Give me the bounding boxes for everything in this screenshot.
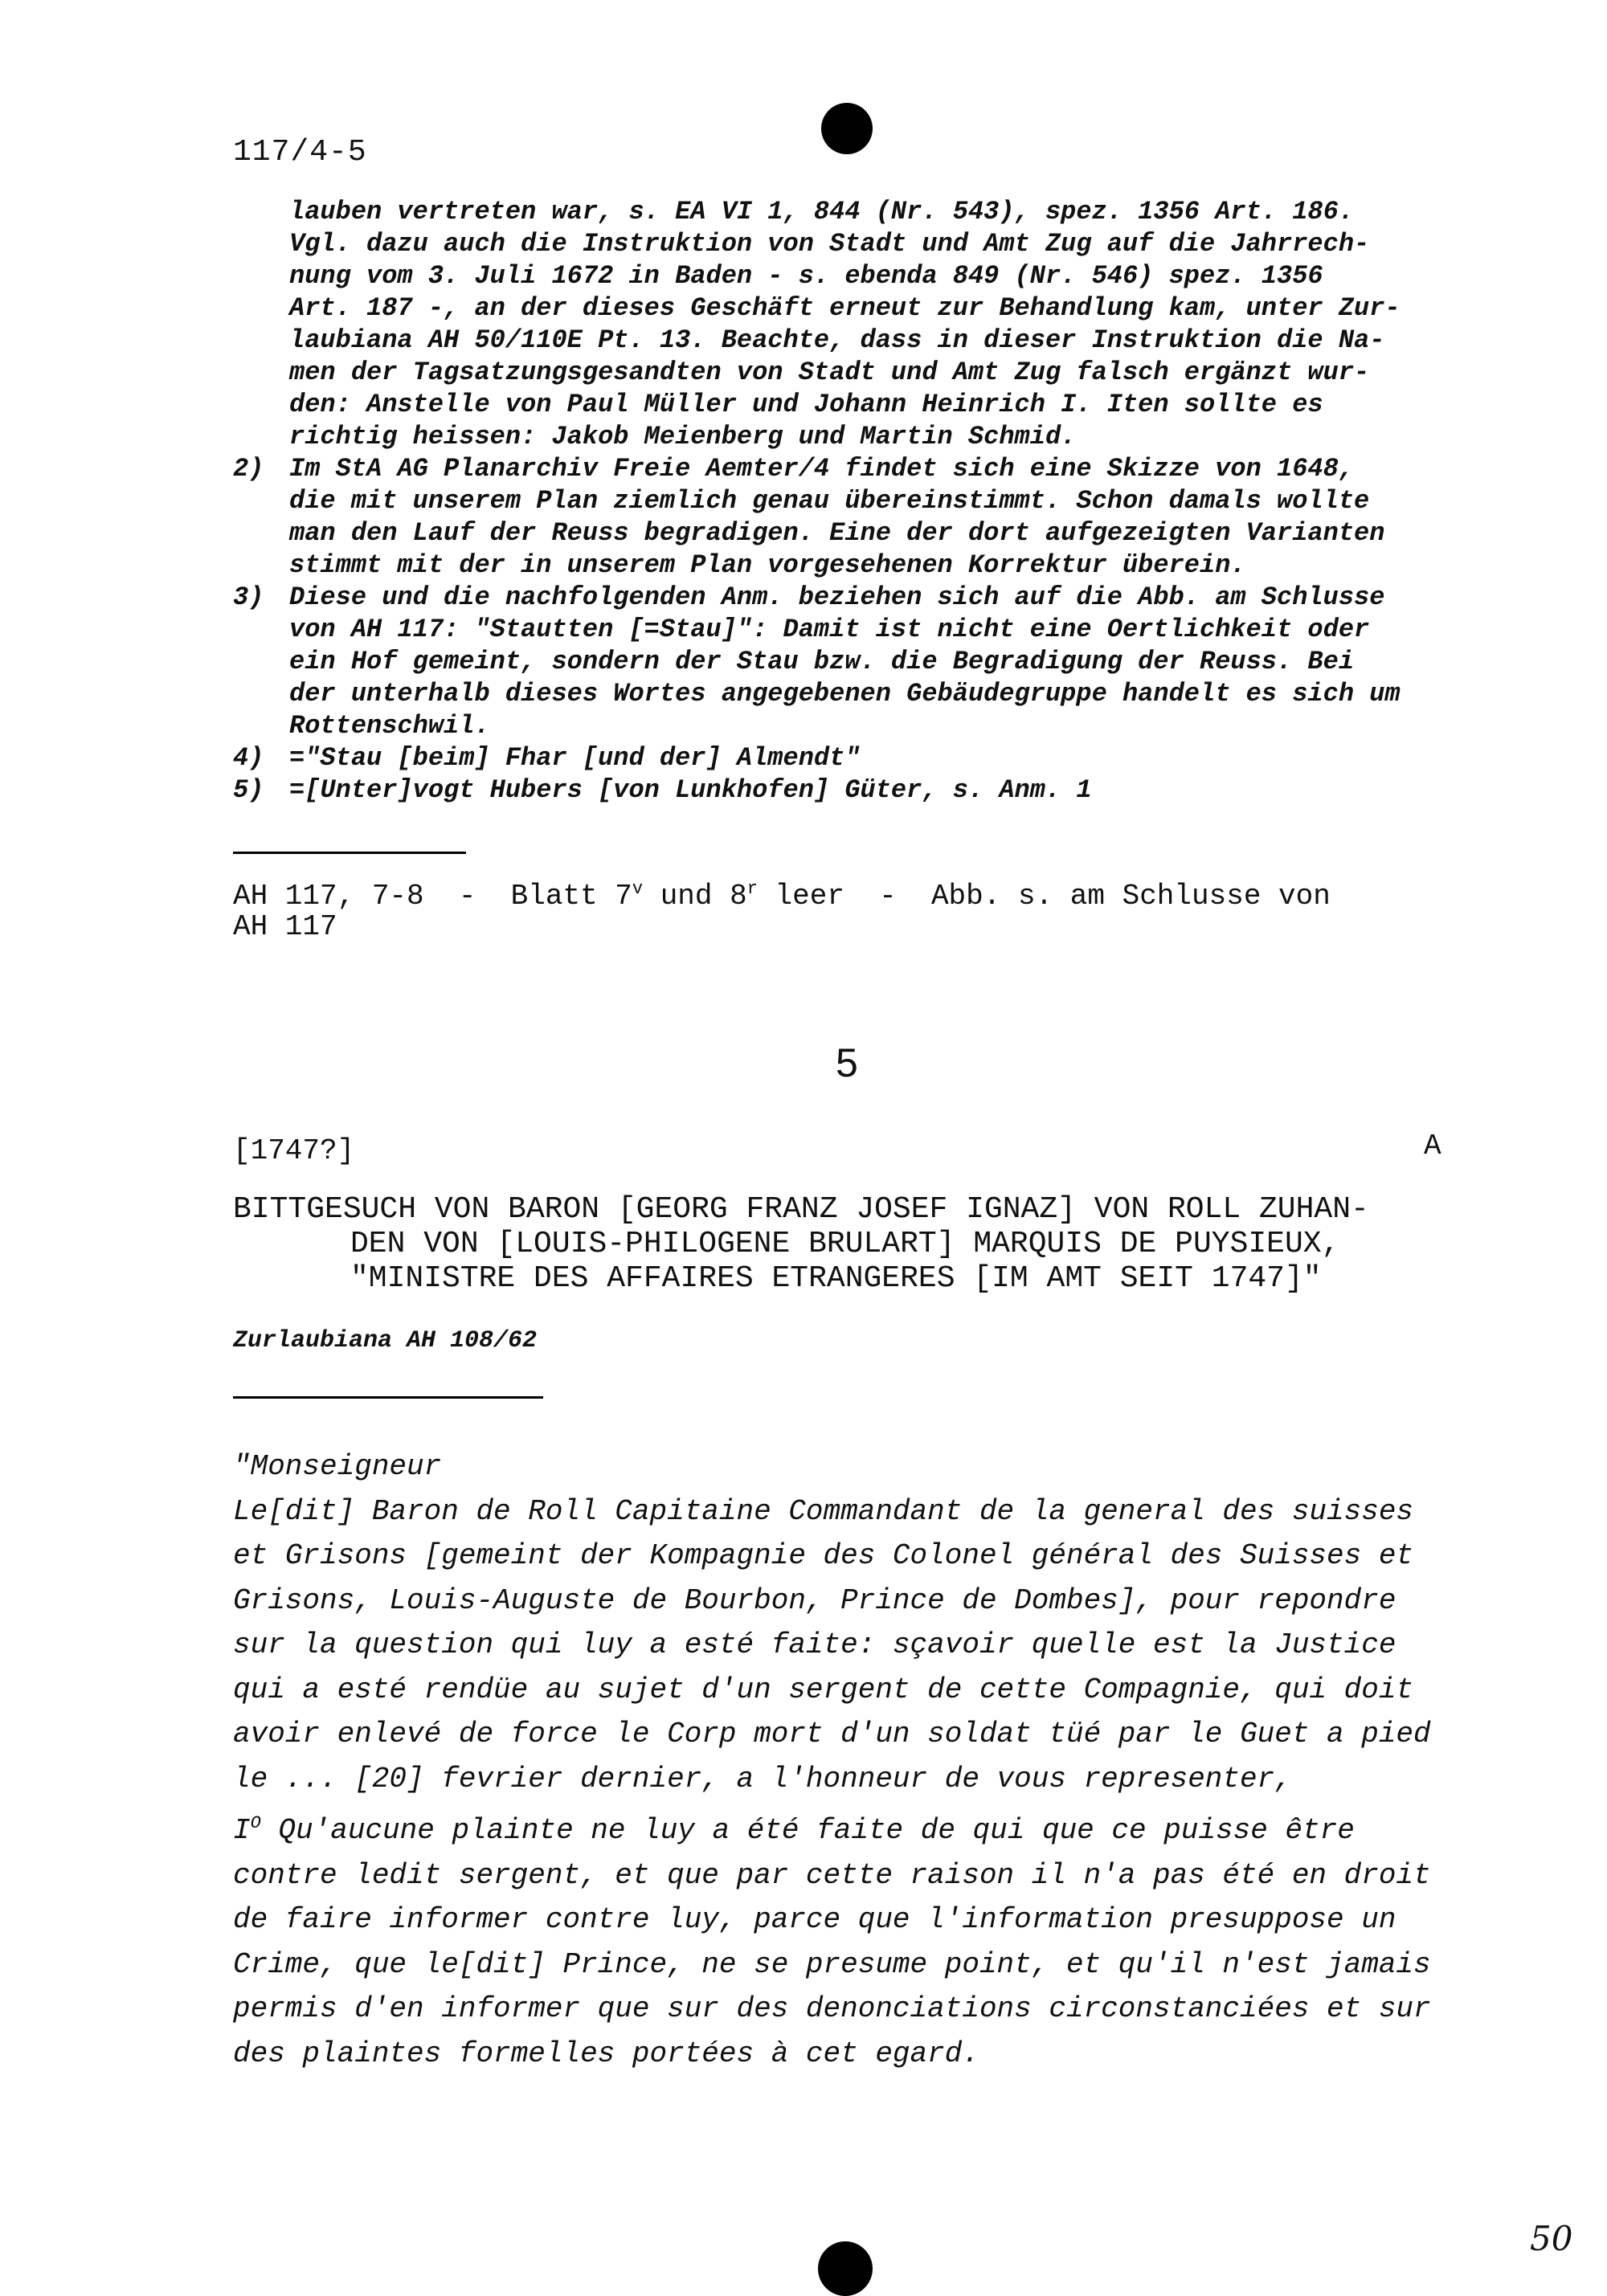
footnote-2 (233, 453, 1486, 582)
title-line: DEN VON [LOUIS-PHILOGENE BRULART] MARQUIS DE PUYSIEUX, (350, 1227, 1340, 1261)
letter-line: des plaintes formelles portées à cet egard. (233, 2037, 979, 2070)
note-line: ein Hof gemeint, sondern der Stau bzw. die Begradigung der Reuss. Bei (289, 647, 1355, 676)
source-reference: Zurlaubiana AH 108/62 (233, 1327, 538, 1354)
punch-hole-top (821, 103, 873, 154)
title-line: BITTGESUCH VON BARON [GEORG FRANZ JOSEF IGNAZ] VON ROLL ZUHAN- (233, 1192, 1369, 1227)
note-line: =[Unter]vogt Hubers [von Lunkhofen] Güter, s. Anm. 1 (289, 775, 1092, 805)
letter-line: de faire informer contre luy, parce que l'information presuppose un (233, 1903, 1396, 1936)
letter-line: Grisons, Louis-Auguste de Bourbon, Prince de Dombes], pour repondre (233, 1583, 1396, 1617)
note-line: men der Tagsatzungsgesandten von Stadt und Amt Zug falsch ergänzt wur- (289, 357, 1370, 387)
note-line: Vgl. dazu auch die Instruktion von Stadt und Amt Zug auf die Jahrrech- (289, 229, 1370, 259)
document-date: [1747?] (233, 1134, 355, 1167)
ah-ref-text: AH 117, 7-8 - Blatt 7 (233, 880, 632, 913)
footnote-5 (233, 774, 1486, 807)
footnote-number: 2) (233, 454, 264, 484)
note-line: Rottenschwil. (289, 711, 490, 741)
letter-line: "Monseigneur (233, 1450, 442, 1483)
footnote-continuation (233, 196, 1486, 453)
letter-line: et Grisons [gemeint der Kompagnie des Colonel général des Suisses et (233, 1539, 1414, 1572)
footnotes (233, 196, 1486, 807)
letter-line: Crime, que le[dit] Prince, ne se presume point, et qu'il n'est jamais (233, 1947, 1431, 1981)
footnote-number: 3) (233, 582, 264, 612)
section-letter: A (1424, 1130, 1441, 1162)
note-line: stimmt mit der in unserem Plan vorgesehenen Korrektur überein. (289, 550, 1246, 580)
item-marker-sup: O (250, 1813, 261, 1833)
punch-hole-bottom (818, 2241, 873, 2296)
ah-ref-text: leer - Abb. s. am Schlusse von (757, 880, 1331, 913)
letter-line: Le[dit] Baron de Roll Capitaine Commandant de la general des suisses (233, 1494, 1414, 1528)
title-line: "MINISTRE DES AFFAIRES ETRANGERES [IM AMT SEIT 1747]" (350, 1261, 1322, 1296)
page-reference: 117/4-5 (233, 135, 367, 170)
ah-ref-text: und 8 (643, 880, 747, 913)
note-line: richtig heissen: Jakob Meienberg und Martin Schmid. (289, 422, 1077, 451)
handwritten-page-number: 50 (1530, 2219, 1573, 2258)
note-line: Diese und die nachfolgenden Anm. beziehen sich auf die Abb. am Schlusse (289, 582, 1385, 612)
document-title (233, 1192, 1495, 1296)
note-line: den: Anstelle von Paul Müller und Johann Heinrich I. Iten sollte es (289, 390, 1323, 419)
divider-rule (233, 852, 466, 854)
note-line: die mit unserem Plan ziemlich genau übereinstimmt. Schon damals wollte (289, 486, 1370, 516)
divider-rule (233, 1396, 543, 1399)
footnote-number: 4) (233, 743, 264, 773)
item-marker: I (233, 1814, 251, 1847)
note-line: ="Stau [beim] Fhar [und der] Almendt" (289, 743, 861, 773)
letter-body (233, 1444, 1503, 2076)
ah-ref-sup: v (632, 879, 644, 899)
note-line: Art. 187 -, an der dieses Geschäft erneut zur Behandlung kam, unter Zur- (289, 293, 1401, 323)
letter-item-line (233, 1801, 1503, 1853)
letter-line: qui a esté rendüe au sujet d'un sergent de cette Compagnie, qui doit (233, 1673, 1414, 1706)
note-line: laubiana AH 50/110E Pt. 13. Beachte, dass in dieser Instruktion die Na- (289, 325, 1385, 355)
footnote-3 (233, 582, 1486, 742)
footnote-number: 5) (233, 775, 264, 805)
letter-line: avoir enlevé de force le Corp mort d'un soldat tüé par le Guet a pied (233, 1718, 1431, 1751)
letter-line: contre ledit sergent, et que par cette raison il n'a pas été en droit (233, 1858, 1431, 1892)
letter-line: le ... [20] fevrier dernier, a l'honneur de vous representer, (233, 1762, 1292, 1796)
letter-line: Qu'aucune plainte ne luy a été faite de qui que ce puisse être (260, 1814, 1355, 1847)
note-line: Im StA AG Planarchiv Freie Aemter/4 findet sich eine Skizze von 1648, (289, 454, 1355, 484)
letter-line: sur la question qui luy a esté faite: sçavoir quelle est la Justice (233, 1628, 1396, 1661)
footnote-4 (233, 742, 1486, 774)
section-number: 5 (836, 1040, 858, 1085)
ah-reference (233, 874, 1486, 942)
ah-ref-sup: r (746, 879, 758, 899)
note-line: der unterhalb dieses Wortes angegebenen Gebäudegruppe handelt es sich um (289, 679, 1401, 709)
note-line: lauben vertreten war, s. EA VI 1, 844 (Nr. 543), spez. 1356 Art. 186. (289, 197, 1355, 227)
ah-ref-line2: AH 117 (233, 910, 337, 943)
letter-line: permis d'en informer que sur des denonciations circonstanciées et sur (233, 1992, 1431, 2025)
note-line: man den Lauf der Reuss begradigen. Eine der dort aufgezeigten Varianten (289, 518, 1385, 548)
note-line: von AH 117: "Stautten [=Stau]": Damit ist nicht eine Oertlichkeit oder (289, 615, 1370, 644)
note-line: nung vom 3. Juli 1672 in Baden - s. ebenda 849 (Nr. 546) spez. 1356 (289, 261, 1323, 291)
